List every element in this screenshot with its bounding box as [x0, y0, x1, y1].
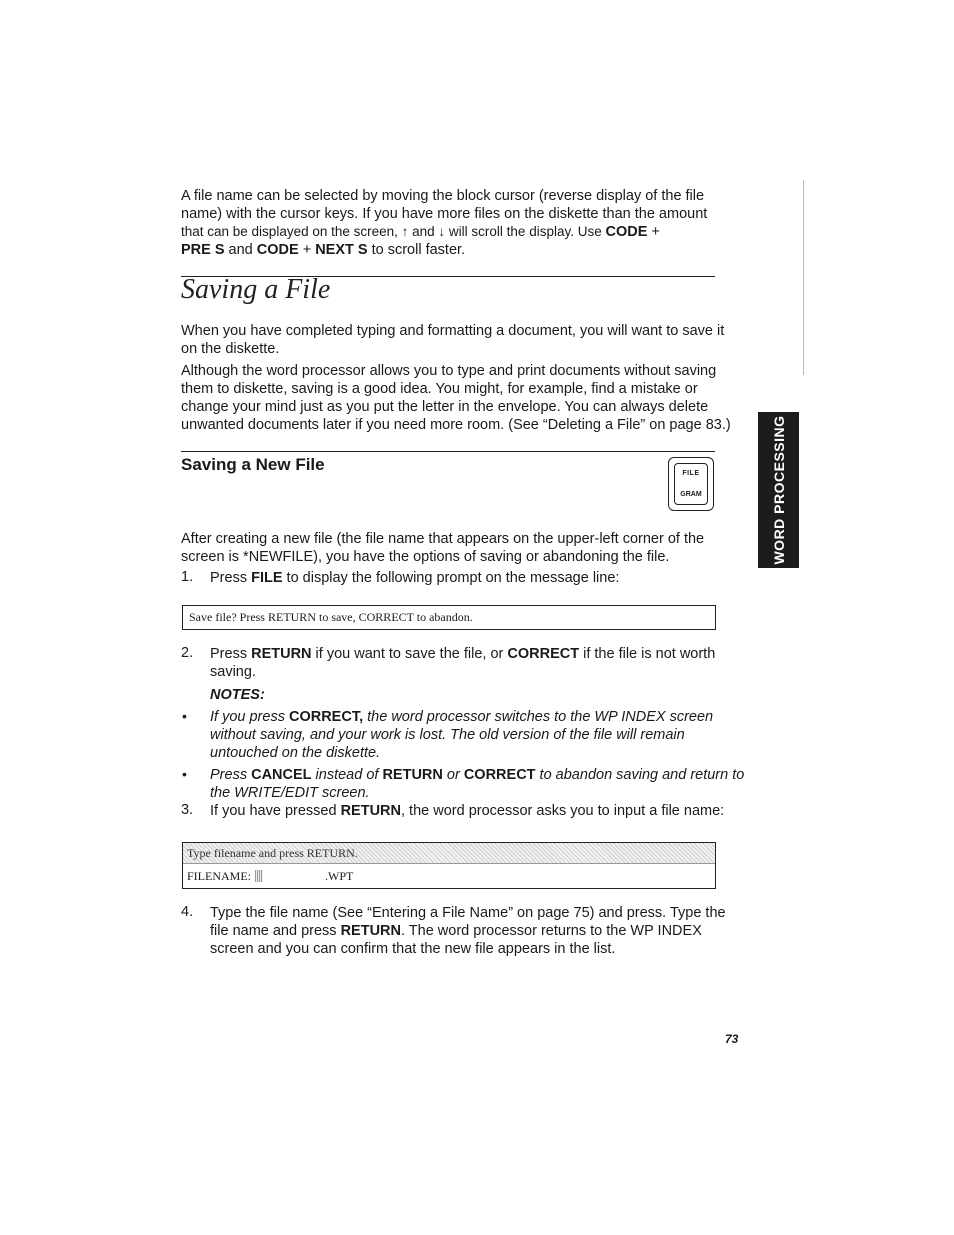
subsection-rule — [181, 451, 715, 452]
bullet: • — [182, 708, 187, 724]
intro-paragraph — [181, 187, 741, 259]
step-text: . The word processor returns to the WP INDEX screen and you can confirm that the new file appears in the list. — [210, 923, 702, 957]
correct-key-text: CORRECT — [463, 767, 536, 783]
step-text: to display the following prompt on the message line: — [282, 570, 620, 586]
block-cursor — [255, 870, 263, 882]
step-text: Type the file name (See “Entering a File Name” on page 75) and press. Type the file name and press — [210, 905, 726, 939]
correct-key-text: CORRECT, — [288, 709, 364, 725]
return-key-text: RETURN — [251, 646, 312, 662]
note-text: Press — [210, 767, 252, 783]
step-number: 4. — [181, 904, 194, 920]
plus-sign: + — [298, 242, 316, 258]
file-extension: .WPT — [325, 869, 354, 883]
intro-line-3: that can be displayed on the screen, ↑ and ↓ will scroll the display. Use — [181, 224, 606, 239]
step-text: , the word processor asks you to input a file name: — [401, 803, 725, 819]
note-text: or — [442, 767, 464, 783]
save-prompt-text: Save file? Press RETURN to save, CORRECT to abandon. — [189, 610, 473, 624]
note-2 — [210, 766, 745, 802]
file-key-icon — [668, 457, 714, 511]
plus-sign: + — [647, 224, 660, 240]
nexts-key: NEXT S — [315, 242, 368, 258]
section-paragraph-2: Although the word processor allows you to type and print documents without saving them to diskette, saving is a good idea. You might, for example, find a mistake or change your mind just as you put the letter in the envelope. You can always delete unwanted documents later if you need more room. (See “Deleting a File” on page 83.) — [181, 363, 731, 433]
step-number: 2. — [181, 645, 194, 661]
step-3 — [210, 802, 745, 820]
and-text: and — [224, 242, 257, 258]
step-number: 3. — [181, 802, 194, 818]
message-line — [183, 843, 715, 864]
note-text: If you press — [210, 709, 289, 725]
step-text: if you want to save the file, or — [311, 646, 508, 662]
return-key-text: RETURN — [340, 923, 401, 939]
return-key-text: RETURN — [382, 767, 443, 783]
file-key-face — [674, 463, 708, 505]
step-text: if the file is not worth saving. — [210, 646, 716, 680]
file-key-text: FILE — [251, 570, 283, 586]
subsection-paragraph: After creating a new file (the file name that appears on the upper-left corner of the screen is *NEWFILE), you have the options of saving or abandoning the file. — [181, 531, 705, 565]
cancel-key-text: CANCEL — [251, 767, 312, 783]
margin-rule — [803, 180, 804, 375]
side-tab-label: WORD PROCESSING — [770, 415, 787, 565]
code-key: CODE — [605, 224, 648, 240]
correct-key-text: CORRECT — [507, 646, 580, 662]
section-side-tab — [758, 412, 799, 568]
filename-line — [187, 869, 267, 884]
step-text: Press — [210, 646, 252, 662]
step-4 — [210, 904, 745, 958]
section-paragraph-1: When you have completed typing and formatting a document, you will want to save it on the diskette. — [181, 323, 725, 357]
save-prompt-screen — [182, 605, 716, 630]
note-text: to abandon saving and return to the WRITE/EDIT screen. — [210, 767, 745, 801]
page-number: 73 — [725, 1032, 739, 1046]
code-key: CODE — [256, 242, 299, 258]
notes-label: NOTES: — [210, 687, 265, 703]
step-number: 1. — [181, 569, 194, 585]
filename-prompt-screen — [182, 842, 716, 889]
step-1 — [210, 569, 745, 587]
step-text: Press — [210, 570, 252, 586]
intro-line-2: name) with the cursor keys. If you have more files on the diskette than the amount — [181, 206, 708, 222]
note-text: the word processor switches to the WP INDEX screen without saving, and your work is lost. The old version of the file will remain untouched on the diskette. — [210, 709, 714, 761]
pres-key: PRE S — [181, 242, 225, 258]
key-top-label: FILE — [682, 470, 700, 477]
step-2 — [210, 645, 745, 681]
note-1 — [210, 708, 745, 762]
message-line-text: Type filename and press RETURN. — [187, 846, 358, 860]
intro-line-1: A file name can be selected by moving the block cursor (reverse display of the file — [181, 188, 705, 204]
section-title: Saving a File — [181, 274, 331, 305]
note-text: instead of — [311, 767, 383, 783]
filename-label: FILENAME: — [187, 869, 251, 883]
subsection-title: Saving a New File — [181, 455, 325, 474]
key-bottom-label: GRAM — [680, 491, 702, 498]
step-text: If you have pressed — [210, 803, 341, 819]
intro-tail: to scroll faster. — [367, 242, 466, 258]
return-key-text: RETURN — [340, 803, 401, 819]
bullet: • — [182, 766, 187, 782]
